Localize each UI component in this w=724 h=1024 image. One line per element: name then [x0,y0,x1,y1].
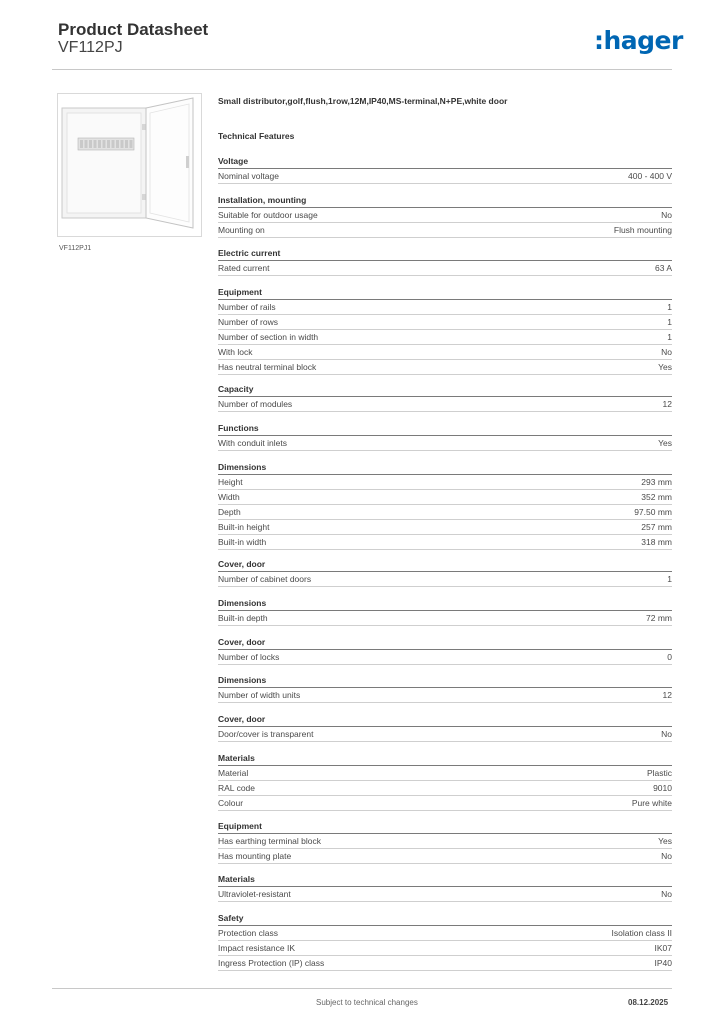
feature-row [218,345,672,360]
feature-value: No [661,347,672,357]
feature-row [218,330,672,345]
feature-value: No [661,889,672,900]
feature-label: Number of section in width [218,332,319,342]
feature-row [218,956,672,971]
feature-label: Height [218,476,243,487]
feature-row [218,941,672,956]
feature-value: 352 mm [641,491,672,502]
feature-label: Material [218,768,249,778]
feature-value: Yes [658,362,672,372]
feature-row [218,520,672,535]
feature-row [218,611,672,626]
feature-value: 400 - 400 V [628,171,672,181]
product-image [57,93,202,237]
feature-section [218,383,672,412]
section-title: Capacity [218,383,672,397]
feature-value: Isolation class II [611,928,672,939]
feature-row [218,505,672,520]
feature-section [218,713,672,742]
feature-row [218,223,672,238]
feature-value: 1 [667,332,672,342]
feature-label: Has mounting plate [218,851,292,861]
feature-row [218,926,672,941]
feature-value: 1 [667,317,672,327]
feature-row [218,849,672,864]
feature-label: Protection class [218,928,278,939]
feature-row [218,490,672,505]
feature-value: 12 [662,690,672,701]
feature-value: No [661,209,672,220]
feature-value: 293 mm [641,476,672,487]
feature-label: Ultraviolet-resistant [218,889,291,900]
section-title: Safety [218,912,672,926]
section-title: Cover, door [218,636,672,650]
feature-value: 12 [662,399,672,410]
section-title: Dimensions [218,597,672,611]
feature-row [218,397,672,412]
feature-label: Depth [218,506,241,517]
feature-row [218,315,672,330]
section-title: Installation, mounting [218,194,672,208]
feature-value: Yes [658,438,672,448]
feature-section [218,286,672,375]
feature-value: 257 mm [641,521,672,532]
feature-section [218,194,672,238]
section-title: Dimensions [218,461,672,475]
feature-label: Number of rails [218,302,276,312]
feature-section [218,155,672,184]
feature-label: Impact resistance IK [218,943,296,954]
feature-value: No [661,729,672,740]
feature-row [218,436,672,451]
section-title: Materials [218,752,672,766]
section-title: Functions [218,422,672,436]
feature-row [218,766,672,781]
feature-value: Flush mounting [613,224,672,235]
feature-value: 1 [667,574,672,584]
feature-row [218,300,672,315]
feature-row [218,650,672,665]
footer-divider [52,988,672,989]
feature-label: Has neutral terminal block [218,362,317,372]
feature-section [218,674,672,703]
feature-row [218,688,672,703]
feature-row [218,169,672,184]
feature-value: Pure white [631,798,672,808]
feature-value: IK07 [654,943,672,954]
feature-label: Width [218,491,240,502]
header-divider [52,69,672,70]
product-code: VF112PJ [58,39,123,56]
feature-label: Number of width units [218,690,301,701]
feature-row [218,796,672,811]
feature-value: 0 [667,651,672,662]
section-title: Equipment [218,820,672,834]
feature-row [218,781,672,796]
technical-features-heading: Technical Features [218,131,295,141]
section-title: Cover, door [218,713,672,727]
feature-row [218,261,672,276]
feature-row [218,727,672,742]
feature-section [218,873,672,902]
feature-label: Built-in width [218,536,267,547]
feature-value: Yes [658,836,672,846]
section-title: Cover, door [218,558,672,572]
page-title: Product Datasheet [58,20,209,39]
feature-label: With lock [218,347,253,357]
feature-section [218,422,672,451]
distribution-board-illustration [58,94,201,236]
feature-row [218,475,672,490]
feature-section [218,461,672,550]
feature-section [218,558,672,587]
product-description: Small distributor,golf,flush,1row,12M,IP40,MS-terminal,N+PE,white door [218,96,508,106]
feature-label: Colour [218,798,244,808]
feature-section [218,597,672,626]
feature-section [218,752,672,811]
feature-row [218,360,672,375]
feature-value: Plastic [646,768,672,778]
feature-value: No [661,851,672,861]
feature-label: Mounting on [218,224,265,235]
feature-label: Ingress Protection (IP) class [218,958,325,969]
feature-label: Number of cabinet doors [218,574,312,584]
feature-section [218,636,672,665]
feature-label: Has earthing terminal block [218,836,321,846]
section-title: Dimensions [218,674,672,688]
feature-row [218,535,672,550]
feature-label: Suitable for outdoor usage [218,209,318,220]
feature-row [218,208,672,223]
feature-label: Built-in depth [218,612,268,623]
feature-value: 1 [667,302,672,312]
feature-label: Number of rows [218,317,278,327]
footer-note: Subject to technical changes [316,998,418,1007]
feature-label: RAL code [218,783,256,793]
feature-label: Nominal voltage [218,171,279,181]
hager-logo: :hager [594,26,683,55]
section-title: Equipment [218,286,672,300]
feature-value: 63 A [654,263,672,274]
section-title: Materials [218,873,672,887]
feature-row [218,887,672,902]
feature-label: Number of locks [218,651,280,662]
feature-value: 72 mm [646,612,672,623]
feature-label: With conduit inlets [218,438,287,448]
feature-value: 318 mm [641,536,672,547]
feature-section [218,912,672,971]
feature-section [218,820,672,864]
feature-label: Rated current [218,263,270,274]
image-caption: VF112PJ1 [59,245,92,252]
section-title: Voltage [218,155,672,169]
feature-value: 97.50 mm [634,506,672,517]
feature-value: 9010 [653,783,672,793]
footer-date: 08.12.2025 [628,998,669,1007]
section-title: Electric current [218,247,672,261]
feature-row [218,572,672,587]
feature-label: Built-in height [218,521,270,532]
feature-label: Door/cover is transparent [218,729,314,740]
feature-value: IP40 [654,958,672,969]
feature-section [218,247,672,276]
feature-row [218,834,672,849]
feature-label: Number of modules [218,399,293,410]
